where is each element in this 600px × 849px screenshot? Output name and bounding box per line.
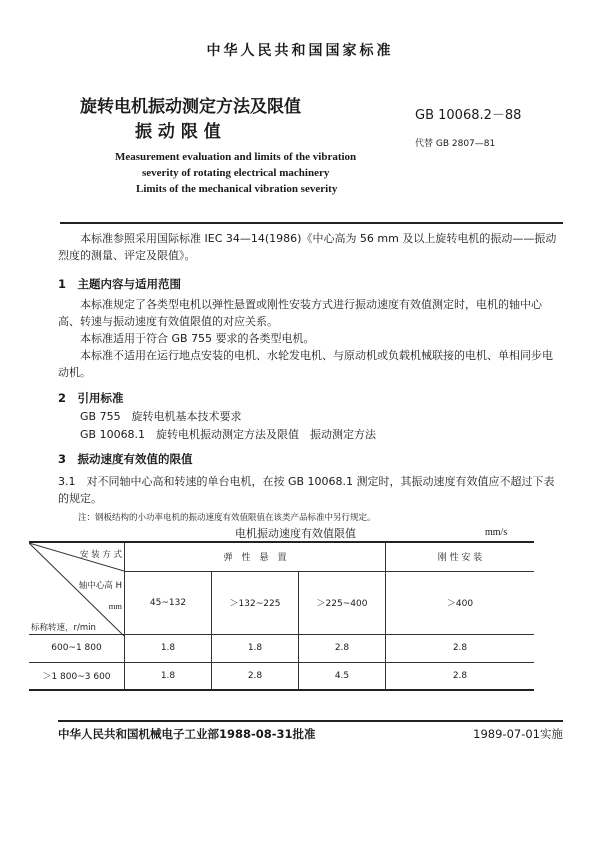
note: 注：钢板结构的小功率电机的振动速度有效值限值在该类产品标准中另行规定。 xyxy=(78,513,376,523)
value-cell: 1.8 xyxy=(125,634,212,662)
title-en-2: severity of rotating electrical machinery xyxy=(142,167,330,179)
reference: GB 755 旋转电机基本技术要求 xyxy=(80,410,242,423)
group-rigid: 刚 性 安 装 xyxy=(386,542,535,571)
table-caption: 电机振动速度有效值限值 xyxy=(235,527,356,540)
title-cn: 旋转电机振动测定方法及限值 xyxy=(80,97,301,117)
column-header: ＞225~400 xyxy=(299,571,386,634)
intro-paragraph: 本标准参照采用国际标准 IEC 34—14(1986)《中心高为 56 mm 及以上旋转电机的振动——振动烈度的测量、评定及限值》。 xyxy=(58,232,557,262)
clause-3-1: 3.1 对不同轴中心高和转速的单台电机，在按 GB 10068.1 测定时，其振动速度有效值应不超过下表的规定。 xyxy=(58,475,555,505)
section-1-heading: 1 主题内容与适用范围 xyxy=(58,277,182,291)
header-rule xyxy=(60,222,563,224)
title-en-1: Measurement evaluation and limits of the vibration xyxy=(115,151,357,163)
footer-rule xyxy=(58,720,563,722)
corner-speed: 标称转速，r/min xyxy=(31,623,96,633)
column-header: ＞132~225 xyxy=(212,571,299,634)
paragraph: 本标准适用于符合 GB 755 要求的各类型电机。 xyxy=(80,332,315,345)
value-cell: 2.8 xyxy=(386,634,535,662)
country-standard: 中华人民共和国国家标准 xyxy=(206,43,394,59)
table-unit: mm/s xyxy=(485,527,508,538)
column-header: 45~132 xyxy=(125,571,212,634)
section-3-heading: 3 振动速度有效值的限值 xyxy=(58,452,193,466)
reference: GB 10068.1 旋转电机振动测定方法及限值 振动测定方法 xyxy=(80,428,377,441)
value-cell: 1.8 xyxy=(212,634,299,662)
section-2-heading: 2 引用标准 xyxy=(58,391,124,405)
subtitle-cn: 振 动 限 值 xyxy=(135,122,221,142)
speed-cell: ＞1 800~3 600 xyxy=(29,662,125,690)
corner-height-unit: mm xyxy=(108,601,122,611)
effective-date: 1989-07-01实施 xyxy=(473,727,563,741)
table-row xyxy=(29,634,534,662)
vibration-limits-table xyxy=(29,541,534,691)
approval: 中华人民共和国机械电子工业部1988-08-31批准 xyxy=(58,727,316,741)
replaces: 代替 GB 2807—81 xyxy=(415,139,496,149)
value-cell: 1.8 xyxy=(125,662,212,690)
standard-number: GB 10068.2－88 xyxy=(415,108,522,123)
paragraph: 本标准规定了各类型电机以弹性悬置或刚性安装方式进行振动速度有效值测定时，电机的轴中心高、转速与振动速度有效值限值的对应关系。 xyxy=(58,298,542,328)
corner-height: 轴中心高 H xyxy=(78,581,122,591)
corner-cell xyxy=(29,542,125,634)
corner-mounting: 安 装 方 式 xyxy=(79,550,122,560)
title-en-3: Limits of the mechanical vibration severity xyxy=(136,183,338,195)
value-cell: 2.8 xyxy=(386,662,535,690)
table-row xyxy=(29,662,534,690)
value-cell: 4.5 xyxy=(299,662,386,690)
value-cell: 2.8 xyxy=(212,662,299,690)
group-elastic: 弹 性 悬 置 xyxy=(125,542,386,571)
value-cell: 2.8 xyxy=(299,634,386,662)
column-header: ＞400 xyxy=(386,571,535,634)
paragraph: 本标准不适用在运行地点安装的电机、水轮发电机、与原动机或负载机械联接的电机、单相同步电动机。 xyxy=(58,349,553,379)
speed-cell: 600~1 800 xyxy=(29,634,125,662)
